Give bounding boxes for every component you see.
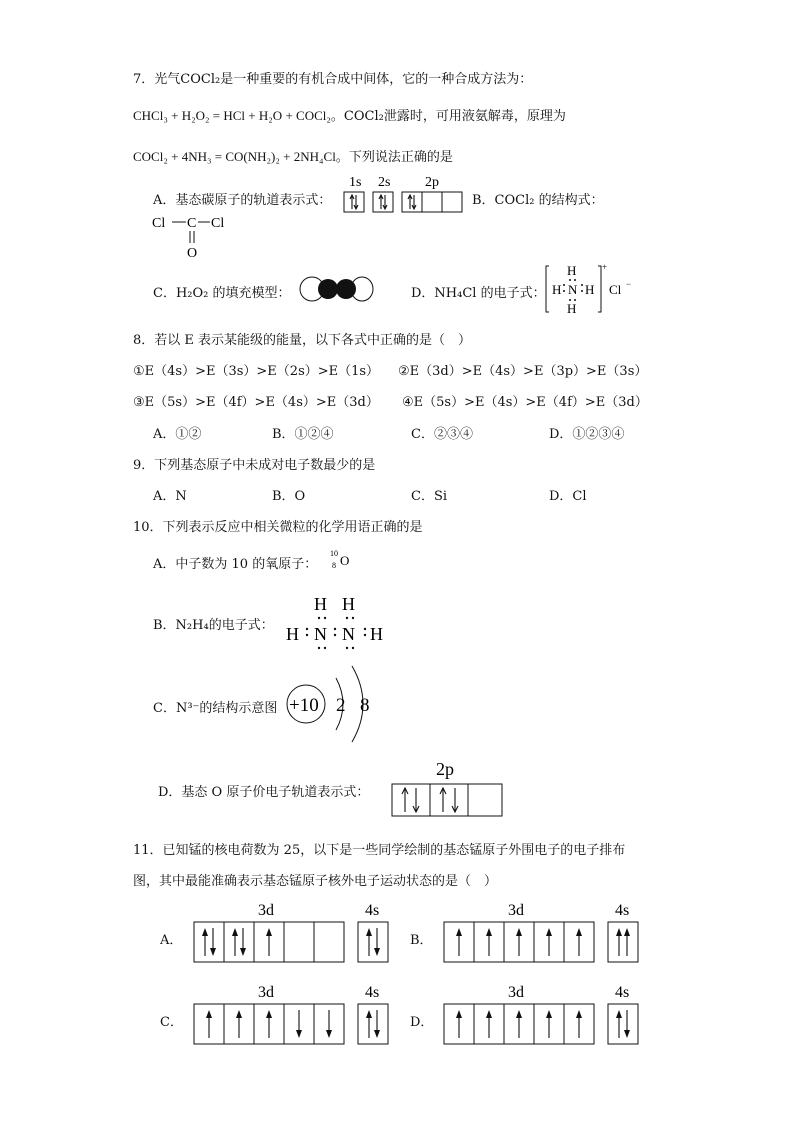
svg-text:N: N (314, 624, 327, 644)
q8-option-b: B．①②④ (272, 427, 334, 442)
q9-stem: 9．下列基态原子中未成对电子数最少的是 (133, 458, 376, 473)
q8-stem: 8．若以 E 表示某能级的能量，以下各式中正确的是（ ） (133, 333, 472, 348)
orbital-label-3d: 3d (508, 902, 524, 919)
orbital-box (358, 922, 388, 962)
q9-option-a: A．N (153, 489, 187, 504)
q10-option-d-orbital-diagram (388, 758, 508, 820)
svg-text:H: H (567, 263, 577, 278)
svg-text:Cl: Cl (152, 216, 166, 231)
q7-option-b: B．COCl₂ 的结构式： (472, 193, 604, 208)
svg-text:Cl: Cl (211, 216, 225, 231)
svg-text:H: H (552, 282, 562, 297)
svg-text:+: + (602, 262, 608, 272)
q7-option-b-structure (150, 212, 240, 262)
q7-option-d-electron-formula (543, 262, 643, 316)
q11-option-c-label: C． (160, 1015, 183, 1030)
orbital-box (608, 1004, 638, 1044)
q11-option-b-label: B． (410, 933, 433, 948)
q10-option-a: A．中子数为 10 的氧原子： (153, 557, 318, 572)
svg-text:N: N (568, 282, 578, 297)
q7-option-c-space-filling-model (296, 274, 378, 304)
q9-option-d: D．Cl (549, 489, 587, 504)
orbital-label-4s: 4s (615, 984, 630, 1001)
q9-option-b: B．O (272, 489, 306, 504)
svg-text:+10: +10 (289, 695, 319, 716)
q7-eq2-tail: 。下列说法正确的是 (335, 150, 453, 165)
q7-option-a: A．基态碳原子的轨道表示式： (153, 193, 332, 208)
q11-stem-line-2: 图，其中最能准确表示基态锰原子核外电子运动状态的是（ ） (133, 874, 498, 889)
q7-stem: 7．光气COCl₂是一种重要的有机合成中间体，它的一种合成方法为： (133, 72, 533, 87)
q10-option-c-structure-diagram (284, 664, 394, 746)
q11-option-a-label: A． (160, 933, 183, 948)
q7-option-d: D．NH₄Cl 的电子式： (411, 286, 546, 301)
orbital-label-2s: 2s (378, 175, 391, 190)
q10-option-a-isotope (328, 547, 356, 573)
orbital-box (194, 922, 224, 962)
orbital-label-4s: 4s (615, 902, 630, 919)
q11-option-a-diagram (190, 898, 420, 966)
q8-item-3: ③E（5s）>E（4f）>E（4s）>E（3d） (133, 395, 379, 410)
svg-text:H: H (314, 594, 327, 614)
orbital-label-4s: 4s (365, 984, 380, 1001)
q7-eq1-tail: 。COCl₂泄露时，可用液氨解毒，原理为 (330, 109, 566, 124)
q10-option-d: D．基态 O 原子价电子轨道表示式： (158, 785, 370, 800)
q7-option-a-orbital-diagram (340, 172, 470, 217)
svg-text:2: 2 (336, 695, 346, 716)
orbital-label-1s: 1s (349, 175, 362, 190)
q11-option-d-label: D． (410, 1015, 434, 1030)
orbital-label-3d: 3d (508, 984, 524, 1001)
q7-eq1-formula: CHCl₃ + H₂O₂ = HCl + H₂O + COCl₂ (133, 108, 331, 123)
orbital-box (224, 922, 254, 962)
svg-text:H: H (567, 301, 577, 316)
svg-text:H: H (585, 282, 595, 297)
q8-option-d: D．①②③④ (549, 427, 625, 442)
svg-text:N: N (342, 624, 355, 644)
q11-stem-line-1: 11．已知锰的核电荷数为 25，以下是一些同学绘制的基态锰原子外围电子的电子排布 (133, 843, 626, 858)
orbital-box (358, 1004, 388, 1044)
svg-text:8: 8 (360, 695, 370, 716)
q8-item-1: ①E（4s）>E（3s）>E（2s）>E（1s） (133, 364, 380, 379)
q8-option-a: A．①② (153, 427, 202, 442)
q11-option-c-diagram (190, 980, 420, 1048)
orbital-box (608, 922, 638, 962)
q7-equation-1 (133, 105, 566, 124)
q10-stem: 10．下列表示反应中相关微粒的化学用语正确的是 (133, 520, 423, 535)
orbital-label-2p: 2p (425, 175, 439, 190)
up-down-arrow-pair-icon (350, 195, 416, 209)
q8-option-c: C．②③④ (411, 427, 473, 442)
svg-text:−: − (626, 279, 632, 289)
orbital-label-4s: 4s (365, 902, 380, 919)
q10-option-b-electron-formula (284, 592, 394, 654)
svg-text:H: H (286, 624, 299, 644)
q8-item-2: ②E（3d）>E（4s）>E（3p）>E（3s） (398, 364, 648, 379)
orbital-box (314, 922, 344, 962)
svg-text:H: H (342, 594, 355, 614)
q7-equation-2 (133, 146, 453, 165)
svg-text:O: O (187, 246, 198, 261)
svg-text:8: 8 (332, 561, 336, 570)
orbital-label-3d: 3d (258, 984, 274, 1001)
q8-item-4: ④E（5s）>E（4s）>E（4f）>E（3d） (402, 395, 648, 410)
q7-option-c: C．H₂O₂ 的填充模型： (153, 286, 291, 301)
q11-option-b-diagram (440, 898, 670, 966)
svg-text:C: C (187, 216, 197, 231)
q10-option-c: C．N³⁻的结构示意图 (153, 701, 278, 716)
svg-text:Cl: Cl (609, 282, 622, 297)
q10-option-b: B．N₂H₄的电子式： (153, 618, 274, 633)
q7-eq2-formula: COCl₂ + 4NH₃ = CO(NH₂)₂ + 2NH₄Cl (133, 149, 336, 164)
orbital-label-2p: 2p (436, 759, 454, 779)
svg-text:H: H (370, 624, 383, 644)
orbital-box (284, 922, 314, 962)
orbital-label-3d: 3d (258, 902, 274, 919)
q9-option-c: C．Si (411, 489, 448, 504)
svg-text:O: O (340, 553, 350, 568)
svg-text:10: 10 (330, 549, 338, 558)
q11-option-d-diagram (440, 980, 670, 1048)
